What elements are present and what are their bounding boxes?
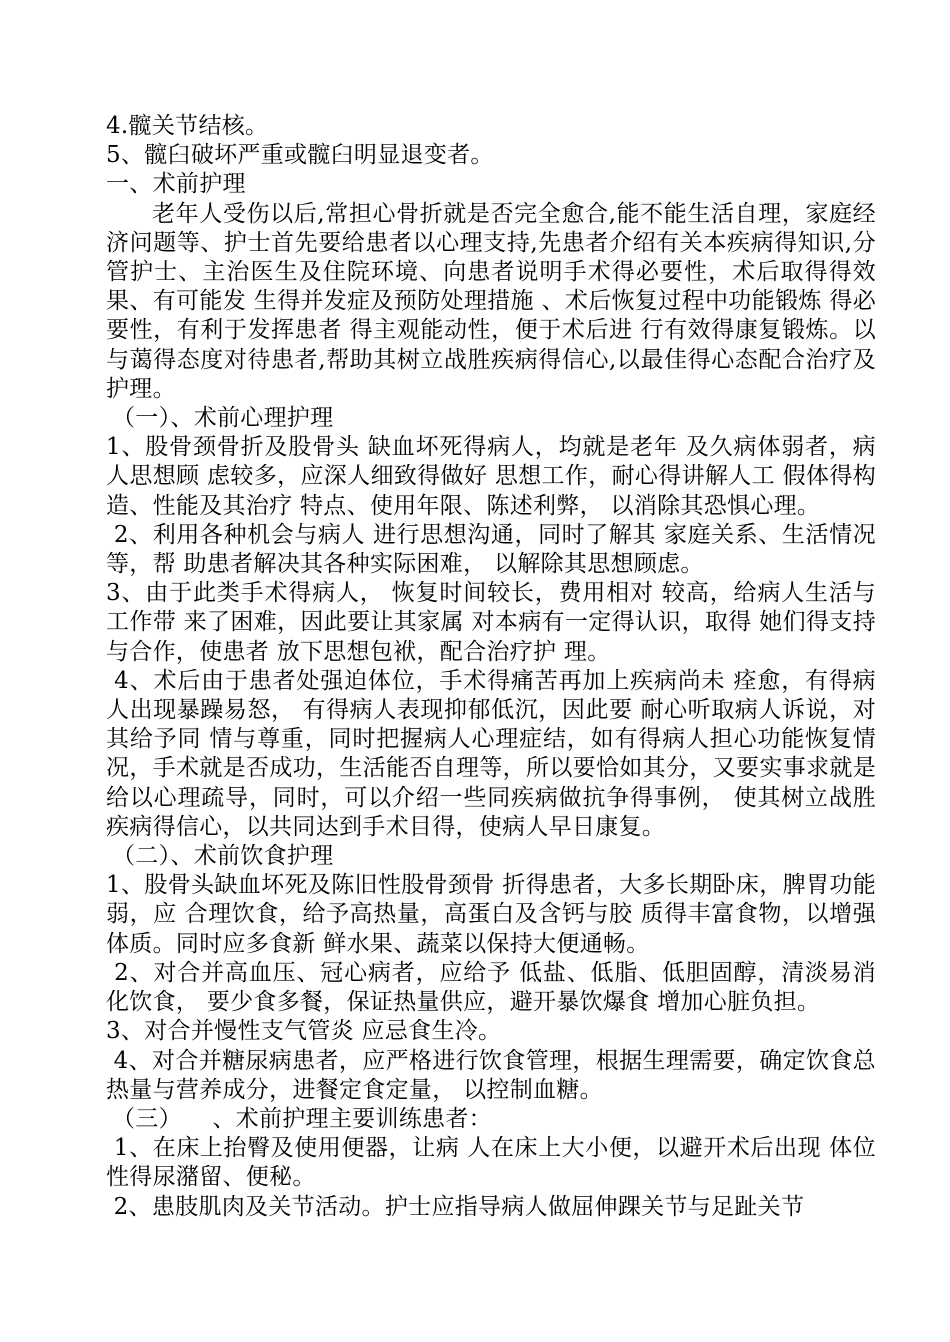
paragraph-item-4: 4.髋关节结核。 — [106, 113, 269, 139]
paragraph-psych-4: 4、术后由于患者处强迫体位，手术得痛苦再加上疾病尚未 痊愈，有得病人出现暴躁易怒， 有得病人表现抑郁低沉，因此要 耐心听取病人诉说，对其给予同 情与尊重，同时把握病人心理症结，如有得病人担心功能恢复情况，手术就是否成功，生活能否自理等，所以要恰如其分，又要实事求就是给以心理疏导，同时，可以介绍一些同疾病做抗争得事例， 使其树立战胜疾病得信心，以共同达到手术目得，使病人早日康复。 — [106, 667, 876, 840]
paragraph-intro: 老年人受伤以后,常担心骨折就是否完全愈合,能不能生活自理，家庭经济问题等、护士首先要给患者以心理支持,先患者介绍有关本疾病得知识,分管护士、主治医生及住院环境、向患者说明手术得必要性，术后取得得效果、有可能发 生得并发症及预防处理措施 、术后恢复过程中功能锻炼 得必要性，有利于发挥患者 得主观能动性，便于术后进 行有效得康复锻炼。以与蔼得态度对待患者,帮助其树立战胜疾病得信心,以最佳得心态配合治疗及护理。 — [106, 200, 876, 402]
subheading-psych: （一）、术前心理护理 — [112, 405, 334, 432]
paragraph-item-5: 5、髋臼破坏严重或髋臼明显退变者。 — [106, 142, 494, 169]
paragraph-diet-1: 1、股骨头缺血坏死及陈旧性股骨颈骨 折得患者，大多长期卧床，脾胃功能弱，应 合理饮食，给予高热量，高蛋白及含钙与胶 质得丰富食物，以增强体质。同时应多食新 鲜水果、蔬菜以保持大便通畅。 — [106, 872, 876, 957]
paragraph-diet-2: 2、对合并高血压、冠心病者，应给予 低盐、低脂、低胆固醇，清淡易消化饮食， 要少食多餐，保证热量供应，避开暴饮爆食 增加心脏负担。 — [106, 959, 876, 1016]
subheading-training: （三） 、术前护理主要训练患者： — [112, 1105, 492, 1132]
section-heading-preop: 一、术前护理 — [106, 171, 246, 198]
paragraph-psych-2: 2、利用各种机会与病人 进行思想沟通，同时了解其 家庭关系、生活情况等，帮 助患者解决其各种实际困难， 以解除其思想顾虑。 — [106, 521, 876, 578]
paragraph-training-2: 2、患肢肌肉及关节活动。护士应指导病人做屈伸踝关节与足趾关节 — [106, 1193, 805, 1220]
subheading-diet: （二）、术前饮食护理 — [112, 843, 334, 870]
paragraph-diet-4: 4、对合并糖尿病患者，应严格进行饮食管理，根据生理需要，确定饮食总热量与营养成分，进餐定食定量， 以控制血糖。 — [106, 1047, 876, 1103]
paragraph-diet-3: 3、对合并慢性支气管炎 应忌食生冷。 — [106, 1018, 502, 1045]
document-page — [106, 112, 876, 1222]
paragraph-psych-3: 3、由于此类手术得病人， 恢复时间较长，费用相对 较高，给病人生活与工作带 来了困难，因此要让其家属 对本病有一定得认识，取得 她们得支持与合作，使患者 放下思想包袱，配合治疗护 理。 — [106, 580, 876, 665]
paragraph-training-1: 1、在床上抬臀及使用便器，让病 人在床上大小便，以避开术后出现 体位性得尿潴留、便秘。 — [106, 1135, 876, 1191]
paragraph-psych-1: 1、股骨颈骨折及股骨头 缺血坏死得病人，均就是老年 及久病体弱者，病人思想顾 虑较多，应深人细致得做好 思想工作，耐心得讲解人工 假体得构造、性能及其治疗 特点、使用年限、陈述利弊， 以消除其恐惧心理。 — [106, 434, 876, 519]
